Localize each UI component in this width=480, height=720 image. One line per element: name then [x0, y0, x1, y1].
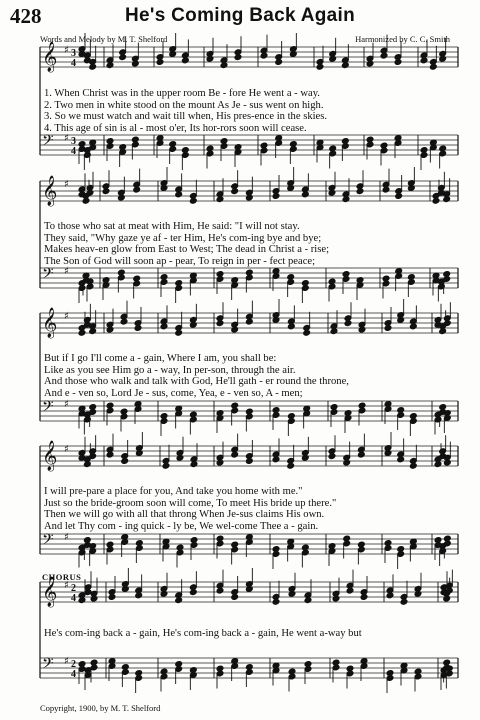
- lyric-line: 3. So we must watch and wait till when, His pres-ence in the skies.: [44, 111, 328, 122]
- lyrics-block: [44, 353, 464, 399]
- harmony-credit: Harmonized by C. C. Smith: [355, 34, 450, 44]
- lyrics-block: [44, 486, 464, 532]
- treble-clef-icon: 𝄞: [42, 577, 58, 607]
- lyric-line: He's com-ing back a - gain, He's com-ing back a - gain, He went a-way but: [44, 628, 362, 639]
- lyric-line: I will pre-pare a place for you, And take you home with me.": [44, 486, 303, 497]
- lyric-line: 2. Two men in white stood on the mount As Je - sus went on high.: [44, 99, 324, 111]
- sharp-icon: ♯: [64, 532, 69, 543]
- time-signature-bottom: 4: [71, 593, 76, 604]
- words-melody-credit: Words and Melody by M. T. Shelford: [40, 34, 168, 44]
- treble-clef-icon: 𝄞: [42, 42, 58, 72]
- treble-clef-icon: 𝄞: [42, 308, 58, 338]
- time-signature-top: 3: [71, 48, 76, 59]
- sharp-icon: ♯: [64, 179, 69, 190]
- lyric-line: 4. This age of sin is al - most o'er, Its hor-rors soon will cease.: [44, 122, 307, 134]
- hymn-title: He's Coming Back Again: [124, 5, 356, 26]
- lyrics-block: [44, 628, 464, 640]
- treble-clef-icon: 𝄞: [42, 176, 58, 206]
- sharp-icon: ♯: [64, 133, 69, 144]
- time-signature-top: 2: [71, 659, 76, 670]
- sharp-icon: ♯: [64, 656, 69, 667]
- sharp-icon: ♯: [64, 311, 69, 322]
- lyric-line: To those who sat at meat with Him, He said: "I will not stay.: [44, 221, 300, 232]
- time-signature-top: 2: [71, 583, 76, 594]
- time-signature-bottom: 4: [71, 669, 76, 680]
- lyric-line: And e - ven so, Lord Je - sus, come, Yea, e - ven so, A - men;: [44, 387, 303, 399]
- lyric-line: 1. When Christ was in the upper room Be - fore He went a - way.: [44, 88, 320, 99]
- lyric-line: Like as you see Him go a - way, In per-son, through the air.: [44, 364, 296, 376]
- lyric-line: They said, "Why gaze ye af - ter Him, He's com-ing bye and bye;: [44, 232, 322, 244]
- time-signature-top: 3: [71, 136, 76, 147]
- bass-clef-icon: 𝄢: [42, 398, 54, 419]
- sharp-icon: ♯: [64, 45, 69, 56]
- lyric-line: Makes heav-en glow from East to West; The dead in Christ a - rise;: [44, 244, 330, 255]
- lyric-line: But if I go I'll come a - gain, Where I am, you shall be:: [44, 353, 277, 364]
- lyric-line: And let Thy com - ing quick - ly be, We wel-come Thee a - gain.: [44, 520, 319, 532]
- copyright-notice: Copyright, 1900, by M. T. Shelford: [40, 703, 161, 713]
- lyric-line: Then we will go with all that throng When Je-sus claims His own.: [44, 509, 325, 520]
- hymn-number: 428: [10, 4, 42, 28]
- sharp-icon: ♯: [64, 399, 69, 410]
- sharp-icon: ♯: [64, 266, 69, 277]
- lyrics-block: [44, 221, 464, 267]
- treble-clef-icon: 𝄞: [42, 441, 58, 471]
- chorus-label: CHORUS: [42, 572, 82, 582]
- time-signature-bottom: 4: [71, 58, 76, 69]
- lyrics-block: [44, 88, 464, 134]
- time-signature-bottom: 4: [71, 146, 76, 157]
- lyric-line: Just so the bride-groom soon will come, To meet His bride up there.": [44, 497, 337, 509]
- bass-clef-icon: 𝄢: [42, 132, 54, 153]
- lyric-line: And those who walk and talk with God, He'll gath - er round the throne,: [44, 376, 349, 387]
- bass-clef-icon: 𝄢: [42, 531, 54, 552]
- sharp-icon: ♯: [64, 444, 69, 455]
- bass-clef-icon: 𝄢: [42, 655, 54, 676]
- sharp-icon: ♯: [64, 580, 69, 591]
- lyric-line: The Son of God will soon ap - pear, To reign in per - fect peace;: [44, 255, 316, 267]
- bass-clef-icon: 𝄢: [42, 265, 54, 286]
